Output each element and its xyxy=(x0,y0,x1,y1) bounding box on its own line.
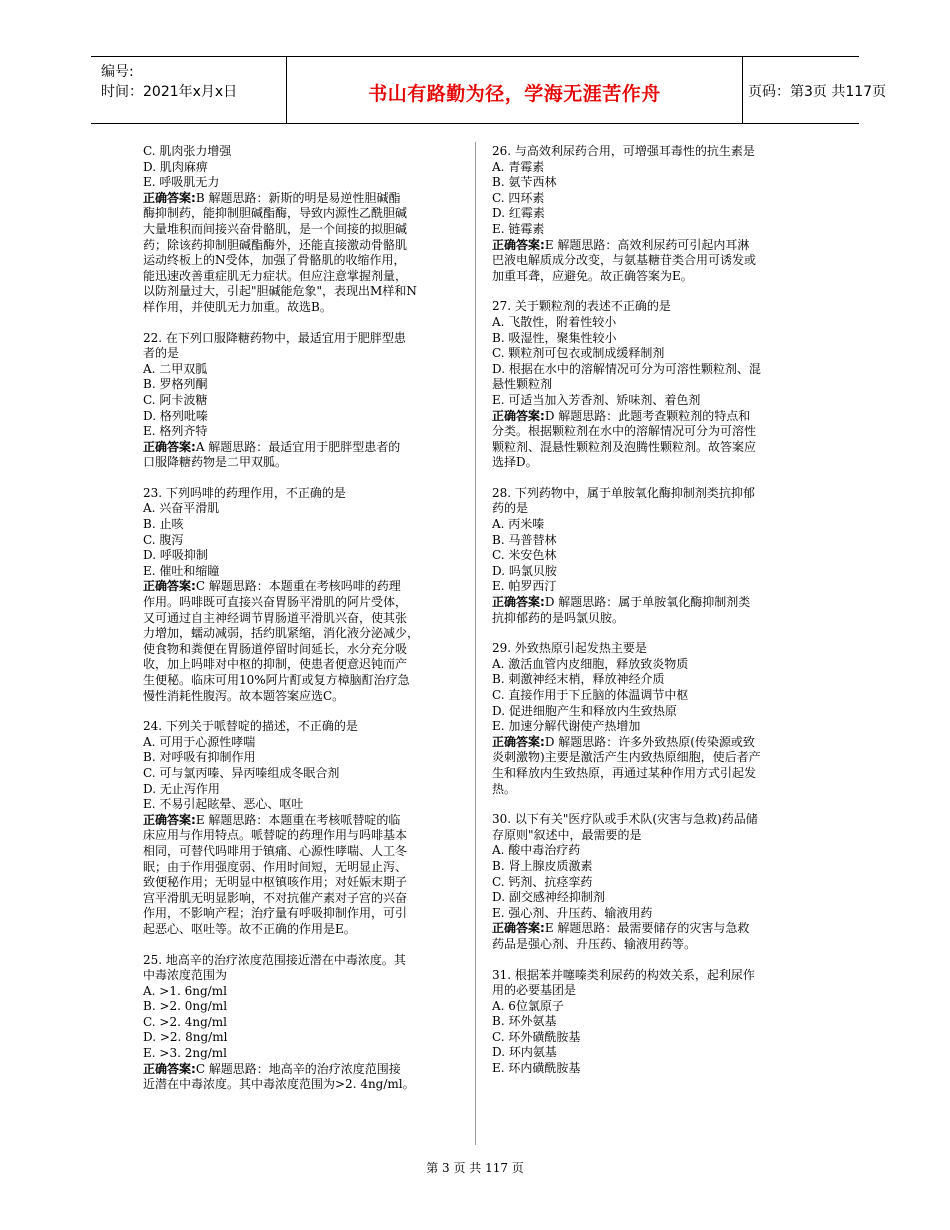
question-line: A. 飞散性，附着性较小 xyxy=(492,314,617,329)
question-line: C. >2. 4ng/ml xyxy=(143,1014,228,1029)
answer-text: E 解题思路：本题重在考核哌替啶的临 xyxy=(195,812,401,827)
question-line: 30. 以下有关"医疗队或手术队(灾害与急救)药品储 xyxy=(492,812,758,827)
explanation-line: 药品是强心剂、升压药、输液用药等。 xyxy=(492,936,697,951)
answer-line xyxy=(492,735,812,751)
header-page-cell xyxy=(742,57,887,123)
answer-text: C 解题思路：本题重在考核吗啡的药理 xyxy=(195,579,401,594)
question-line: C. 阿卡波糖 xyxy=(143,392,208,407)
answer-text: A 解题思路：最适宜用于肥胖型患者的 xyxy=(195,439,401,454)
question-line: C. 可与氯丙嗪、异丙嗪组成冬眠合剂 xyxy=(143,765,340,780)
question-line: 悬性颗粒剂 xyxy=(492,377,553,392)
explanation-line: 眠；由于作用强度弱、作用时间短，无明显止泻、 xyxy=(143,859,408,874)
answer-line xyxy=(492,238,812,254)
question-line: C. 肌肉张力增强 xyxy=(143,144,232,158)
question-line: C. 腹泻 xyxy=(143,532,184,547)
question-block xyxy=(143,719,463,937)
explanation-line: 生和释放内生致热原，再通过某种作用方式引起发 xyxy=(492,765,757,780)
question-line: 28. 下列药物中，属于单胺氧化酶抑制剂类抗抑郁 xyxy=(492,485,755,500)
question-line: E. 环内磺酰胺基 xyxy=(492,1061,581,1076)
question-line: E. 可适当加入芳香剂、矫味剂、着色剂 xyxy=(492,392,701,407)
question-line: 中毒浓度范围为 xyxy=(143,968,228,983)
question-line: E. 加速分解代谢使产热增加 xyxy=(492,719,641,734)
answer-label: 正确答案: xyxy=(492,595,545,610)
answer-label: 正确答案: xyxy=(143,579,196,594)
explanation-line: 作用。吗啡既可直接兴奋胃肠平滑肌的阿片受体， xyxy=(143,595,408,610)
question-block xyxy=(143,953,463,1093)
answer-line xyxy=(492,595,812,611)
explanation-line: 口服降糖药物是二甲双胍。 xyxy=(143,455,288,470)
answer-label: 正确答案: xyxy=(492,408,545,423)
question-line: B. 止咳 xyxy=(143,517,184,532)
explanation-line: 热。 xyxy=(492,781,517,796)
question-line: D. 肌肉麻痹 xyxy=(143,159,208,174)
page-footer: 第 3 页 共 117 页 xyxy=(426,1161,524,1175)
question-line: D. 格列吡嗪 xyxy=(143,408,208,423)
answer-label: 正确答案: xyxy=(143,1061,196,1076)
explanation-line: 收，加上吗啡对中枢的抑制，使患者便意迟钝而产 xyxy=(143,657,408,672)
question-line: B. 刺激神经末梢，释放神经介质 xyxy=(492,672,665,687)
question-line: 药的是 xyxy=(492,501,529,516)
answer-text: D 解题思路：属于单胺氧化酶抑制剂类 xyxy=(544,595,751,610)
question-line: C. 米安色林 xyxy=(492,548,557,563)
question-line: 者的是 xyxy=(143,346,180,361)
answer-label: 正确答案: xyxy=(143,190,196,205)
answer-line xyxy=(492,921,812,937)
answer-text: D 解题思路：此题考查颗粒剂的特点和 xyxy=(544,408,751,423)
answer-text: E 解题思路：高效利尿药可引起内耳淋 xyxy=(544,237,750,252)
explanation-line: 生便秘。临床可用10%阿片酊或复方樟脑酊治疗急 xyxy=(143,673,410,687)
explanation-line: 分类。根据颗粒剂在水中的溶解情况可分为可溶性 xyxy=(492,424,757,439)
header-page-info: 页码：第3页 共117页 xyxy=(748,84,887,100)
question-line: A. 兴奋平滑肌 xyxy=(143,501,220,516)
question-block xyxy=(143,486,463,704)
question-block xyxy=(143,144,463,316)
question-block xyxy=(492,812,812,952)
answer-label: 正确答案: xyxy=(143,439,196,454)
question-block xyxy=(492,144,812,284)
document-time-label: 时间：2021年x月x日 xyxy=(101,84,238,100)
answer-text: C 解题思路：地高辛的治疗浓度范围接 xyxy=(195,1061,401,1076)
explanation-line: 力增加，蠕动减弱，括约肌紧缩，消化液分泌减少， xyxy=(143,626,420,641)
explanation-line: 炎刺激物)主要是激活产生内致热原细胞，使后者产 xyxy=(492,750,761,765)
question-line: B. 吸湿性，聚集性较小 xyxy=(492,330,617,345)
answer-label: 正确答案: xyxy=(143,812,196,827)
explanation-line: 起恶心、呕吐等。故不正确的作用是E。 xyxy=(143,921,356,936)
question-line: E. 不易引起眩晕、恶心、呕吐 xyxy=(143,797,304,812)
question-line: 24. 下列关于哌替啶的描述，不正确的是 xyxy=(143,719,358,734)
question-line: C. 直接作用于下丘脑的体温调节中枢 xyxy=(492,688,689,702)
question-line: 23. 下列吗啡的药理作用，不正确的是 xyxy=(143,485,346,500)
question-line: A. 丙米嗪 xyxy=(492,517,545,532)
question-line: C. 环外磺酰胺基 xyxy=(492,1029,581,1044)
explanation-line: 大量堆积而间接兴奋骨骼肌，是一个间接的拟胆碱 xyxy=(143,221,408,236)
document-number-label: 编号: xyxy=(101,64,134,80)
explanation-line: 药；除该药抑制胆碱酯酶外，还能直接激动骨骼肌 xyxy=(143,237,408,252)
question-line: D. 呼吸抑制 xyxy=(143,548,208,563)
question-line: 22. 在下列口服降糖药物中，最适宜用于肥胖型患 xyxy=(143,330,406,345)
question-block xyxy=(492,299,812,471)
question-block xyxy=(143,331,463,471)
question-line: 25. 地高辛的治疗浓度范围接近潜在中毒浓度。其 xyxy=(143,952,406,967)
explanation-line: 巴液电解质成分改变，与氨基糖苷类合用可诱发或 xyxy=(492,253,757,268)
question-line: C. 颗粒剂可包衣或制成缓释制剂 xyxy=(492,346,665,361)
answer-label: 正确答案: xyxy=(492,734,545,749)
question-line: 用的必要基团是 xyxy=(492,983,577,998)
question-line: D. 环内氨基 xyxy=(492,1045,557,1060)
header-motto: 书山有路勤为径，学海无涯苦作舟 xyxy=(368,83,661,105)
answer-line xyxy=(492,409,812,425)
question-line: D. 红霉素 xyxy=(492,206,545,221)
explanation-line: 相同，可替代吗啡用于镇痛、心源性哮喘、人工冬 xyxy=(143,843,408,858)
question-line: 26. 与高效利尿药合用，可增强耳毒性的抗生素是 xyxy=(492,144,755,158)
question-line: D. >2. 8ng/ml xyxy=(143,1030,228,1045)
column-divider xyxy=(475,142,476,1145)
explanation-line: 又可通过自主神经调节胃肠道平滑肌兴奋，使其张 xyxy=(143,610,408,625)
question-block xyxy=(492,968,812,1077)
question-line: C. 钙剂、抗痉挛药 xyxy=(492,874,593,889)
question-line: B. 环外氨基 xyxy=(492,1014,557,1029)
explanation-line: 样作用，并使肌无力加重。故选B。 xyxy=(143,299,332,314)
answer-line xyxy=(143,440,463,456)
question-line: E. 催吐和缩瞳 xyxy=(143,563,220,578)
explanation-line: 颗粒剂、混悬性颗粒剂及泡腾性颗粒剂。故答案应 xyxy=(492,439,757,454)
answer-label: 正确答案: xyxy=(492,237,545,252)
question-line: E. 格列齐特 xyxy=(143,424,208,439)
question-line: E. 链霉素 xyxy=(492,221,545,236)
question-line: 29. 外致热原引起发热主要是 xyxy=(492,641,647,656)
question-line: D. 无止泻作用 xyxy=(143,781,220,796)
question-line: A. 青霉素 xyxy=(492,159,545,174)
left-column xyxy=(143,144,463,1108)
question-line: D. 促进细胞产生和释放内生致热原 xyxy=(492,703,677,718)
question-line: 31. 根据苯并噻嗪类利尿药的构效关系，起利尿作 xyxy=(492,967,755,982)
right-column xyxy=(492,144,812,1092)
header-info-cell xyxy=(91,57,286,123)
answer-line xyxy=(143,579,463,595)
explanation-line: 加重耳聋，应避免。故正确答案为E。 xyxy=(492,268,693,283)
explanation-line: 致便秘作用；无明显中枢镇咳作用；对妊娠末期子 xyxy=(143,875,408,890)
question-line: 27. 关于颗粒剂的表述不正确的是 xyxy=(492,299,671,314)
question-line: A. 激活血管内皮细胞，释放致炎物质 xyxy=(492,656,689,671)
answer-line xyxy=(143,1062,463,1078)
question-line: E. >3. 2ng/ml xyxy=(143,1046,228,1061)
explanation-line: 选择D。 xyxy=(492,455,538,470)
question-line: B. 马普替林 xyxy=(492,532,557,547)
header-motto-cell xyxy=(286,57,743,123)
question-line: E. 帕罗西汀 xyxy=(492,579,557,594)
explanation-line: 抗抑郁药的是吗氯贝胺。 xyxy=(492,610,625,625)
question-line: B. 对呼吸有抑制作用 xyxy=(143,750,256,765)
explanation-line: 酶抑制药，能抑制胆碱酯酶，导致内源性乙酰胆碱 xyxy=(143,206,408,221)
question-block xyxy=(492,641,812,797)
question-line: B. >2. 0ng/ml xyxy=(143,999,228,1014)
answer-text: E 解题思路：最需要储存的灾害与急救 xyxy=(544,921,750,936)
answer-line xyxy=(143,813,463,829)
answer-line xyxy=(143,191,463,207)
question-line: C. 四环素 xyxy=(492,190,545,205)
question-line: A. 可用于心源性哮喘 xyxy=(143,734,256,749)
answer-text: B 解题思路：新斯的明是易逆性胆碱酯 xyxy=(195,190,401,205)
answer-text: D 解题思路：许多外致热原(传染源或致 xyxy=(544,734,755,749)
question-line: 存原则"叙述中，最需要的是 xyxy=(492,827,642,842)
question-block xyxy=(492,486,812,626)
explanation-line: 使食物和粪便在胃肠道停留时间延长，水分充分吸 xyxy=(143,641,408,656)
page-header xyxy=(91,56,887,124)
question-line: A. 酸中毒治疗药 xyxy=(492,843,581,858)
explanation-line: 以防剂量过大，引起"胆碱能危象"，表现出M样和N xyxy=(143,284,417,299)
question-line: A. 6位氯原子 xyxy=(492,998,564,1013)
explanation-line: 慢性消耗性腹泻。故本题答案应选C。 xyxy=(143,688,345,703)
question-line: A. >1. 6ng/ml xyxy=(143,983,227,998)
explanation-line: 作用，不影响产程；治疗量有呼吸抑制作用，可引 xyxy=(143,906,408,921)
question-line: E. 强心剂、升压药、输液用药 xyxy=(492,905,653,920)
question-line: B. 氨苄西林 xyxy=(492,175,557,190)
answer-label: 正确答案: xyxy=(492,921,545,936)
question-line: D. 根据在水中的溶解情况可分为可溶性颗粒剂、混 xyxy=(492,361,761,376)
question-line: D. 副交感神经抑制剂 xyxy=(492,890,605,905)
explanation-line: 能迅速改善重症肌无力症状。但应注意掌握剂量， xyxy=(143,268,408,283)
explanation-line: 运动终板上的N受体，加强了骨骼肌的收缩作用， xyxy=(143,253,406,268)
explanation-line: 宫平滑肌无明显影响，不对抗催产素对子宫的兴奋 xyxy=(143,890,408,905)
question-line: D. 吗氯贝胺 xyxy=(492,563,557,578)
question-line: B. 肾上腺皮质激素 xyxy=(492,858,593,873)
question-line: B. 罗格列酮 xyxy=(143,377,208,392)
explanation-line: 近潜在中毒浓度。其中毒浓度范围为>2. 4ng/ml。 xyxy=(143,1077,415,1092)
question-line: A. 二甲双胍 xyxy=(143,361,208,376)
explanation-line: 床应用与作用特点。哌替啶的药理作用与吗啡基本 xyxy=(143,828,408,843)
question-line: E. 呼吸肌无力 xyxy=(143,175,220,190)
